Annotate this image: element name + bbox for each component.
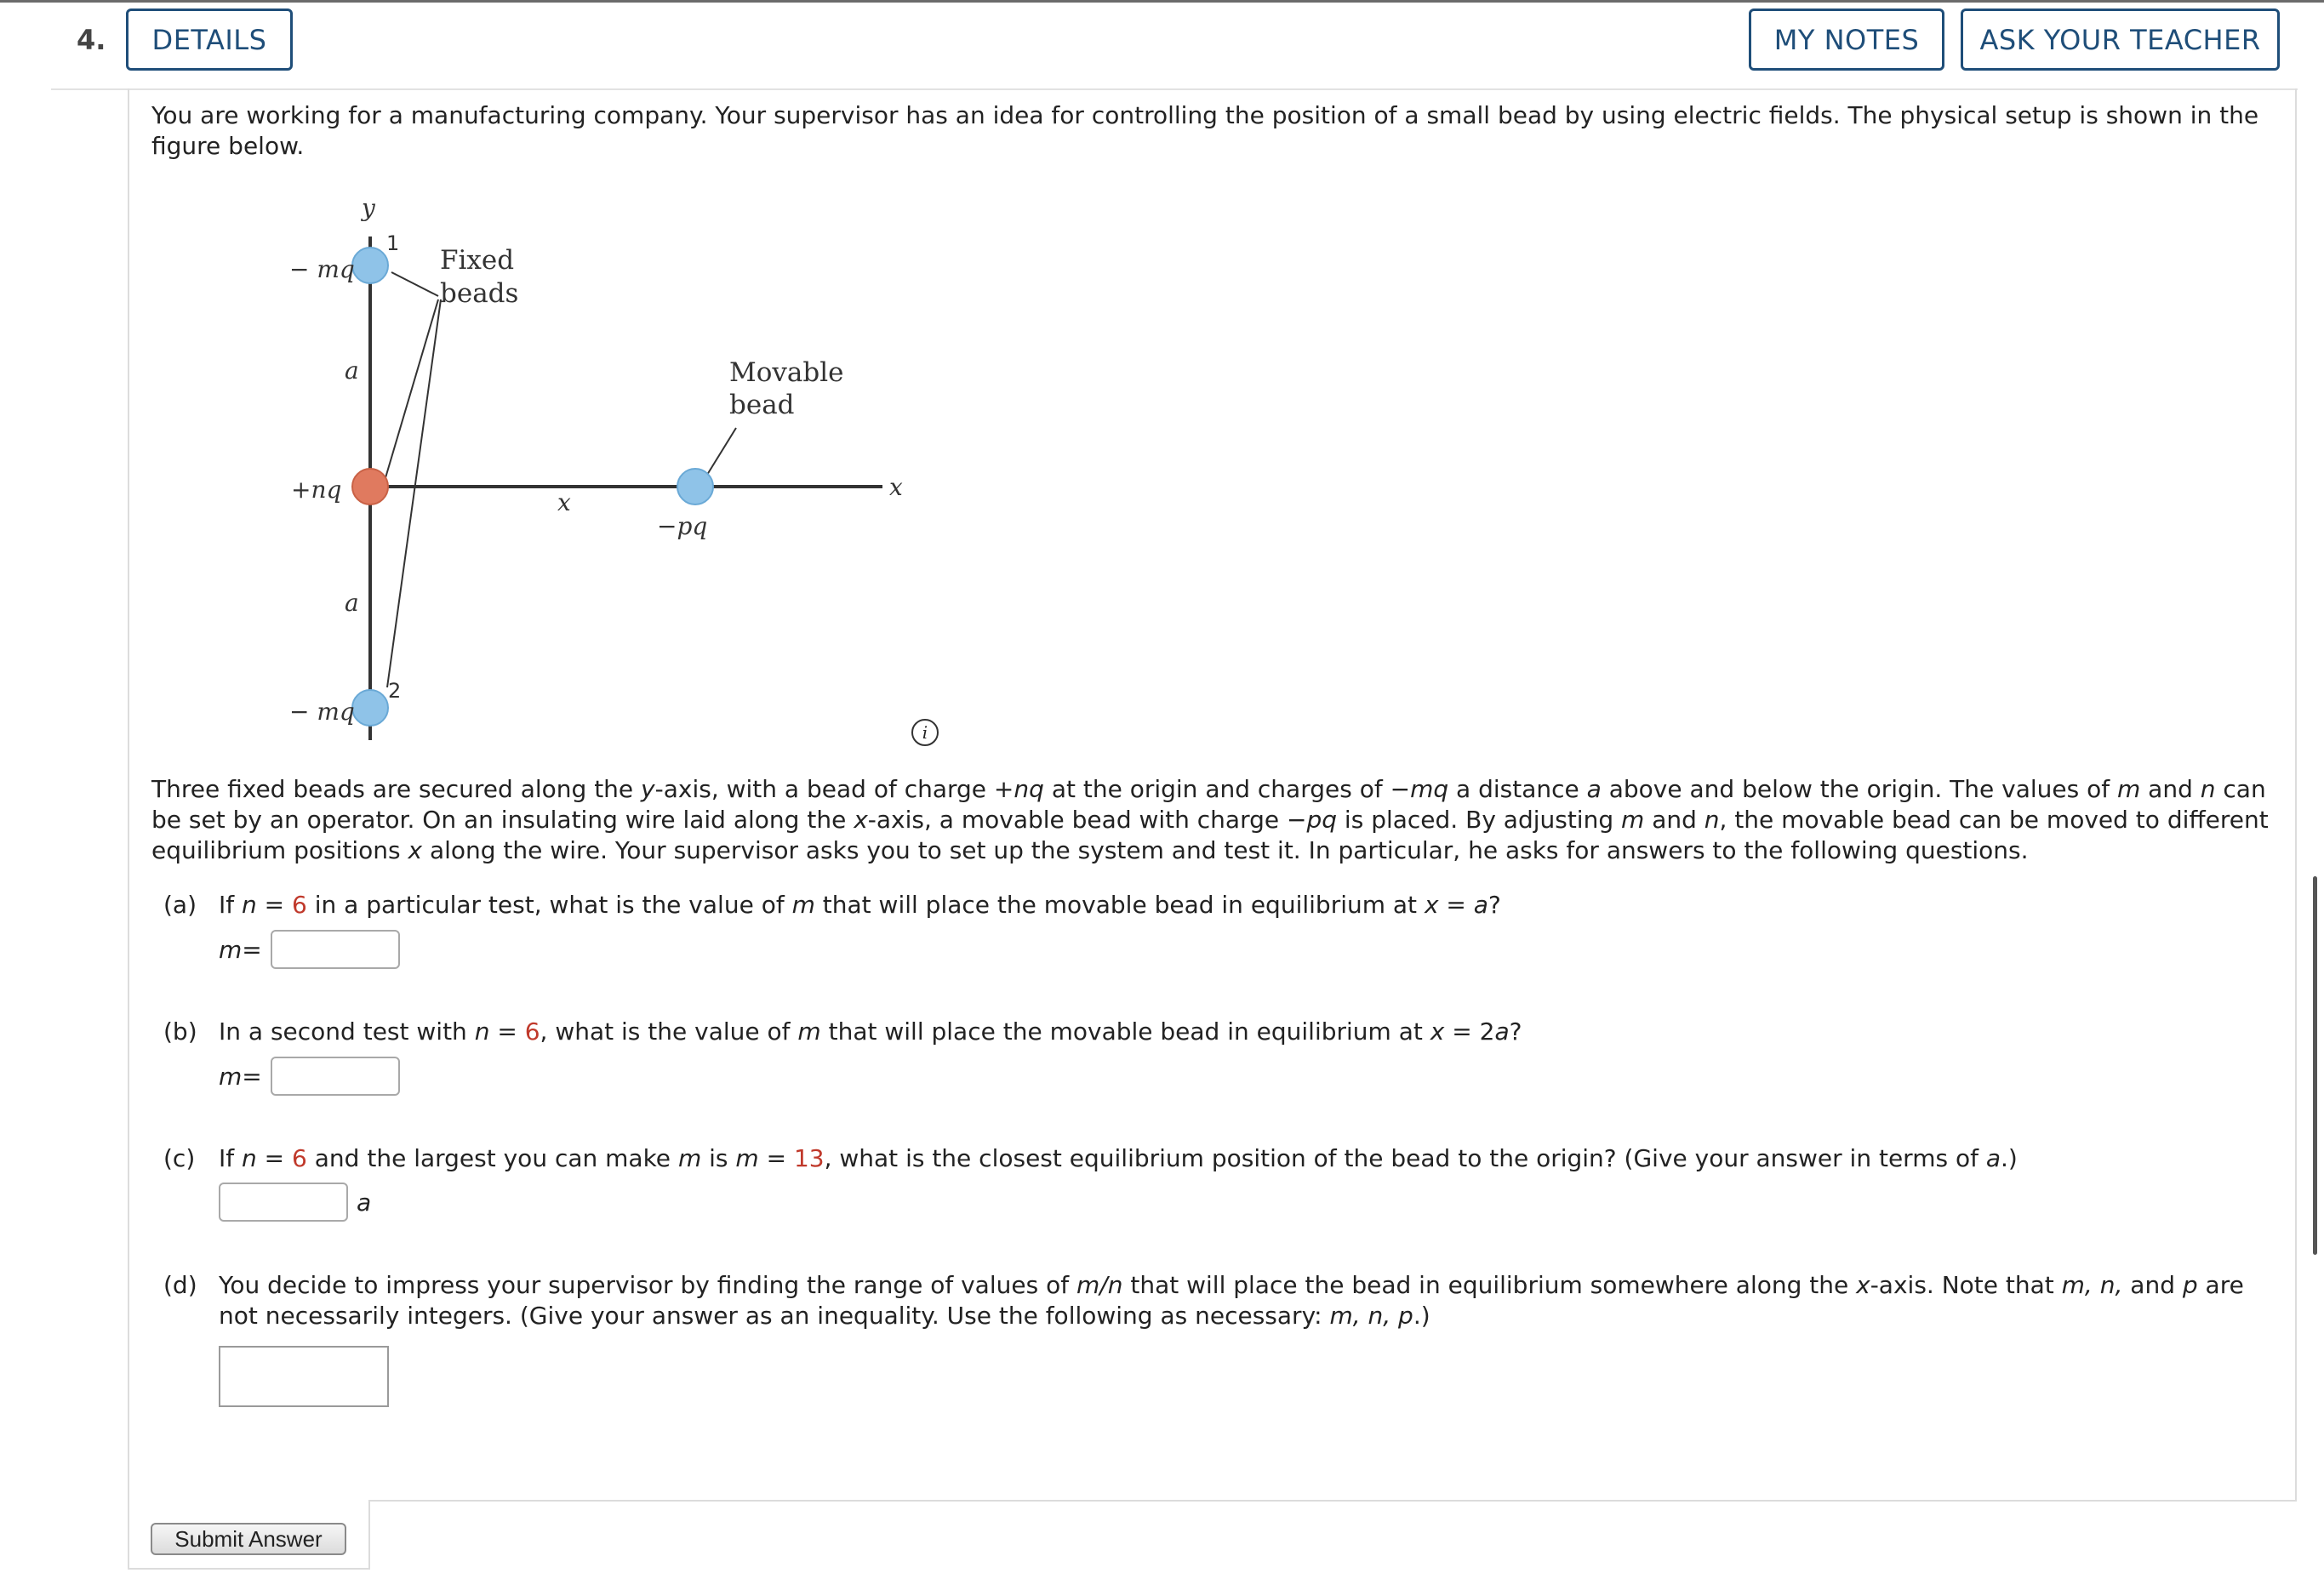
fixed-leader-1 bbox=[391, 272, 438, 296]
y-axis-label: y bbox=[362, 194, 375, 222]
submit-answer-button[interactable]: Submit Answer bbox=[151, 1523, 346, 1555]
part-b-question: In a second test with n = 6, what is the value of m that will place the movable bead in equilibrium at x = 2a? bbox=[219, 1017, 1522, 1046]
part-c-label: (c) bbox=[163, 1144, 196, 1172]
header-divider bbox=[51, 88, 2298, 90]
panel-border-bottom bbox=[368, 1500, 2297, 1502]
part-a-answer-input[interactable] bbox=[271, 930, 400, 969]
spacing-top-label: a bbox=[345, 356, 359, 385]
details-button[interactable]: DETAILS bbox=[126, 9, 293, 71]
part-a-label: (a) bbox=[163, 891, 197, 919]
bead-2-label: 2 bbox=[388, 679, 402, 703]
top-rule bbox=[0, 0, 2324, 3]
bead-movable bbox=[677, 469, 713, 504]
charge-bottom-label: − mq bbox=[289, 698, 355, 726]
description-text: Three fixed beads are secured along the y-axis, with a bead of charge +nq at the origin and charges of −mq a distance a above and below the origin. The values of m and n can be set by an operator. On an insulating wire laid along the x-axis, a movable bead with charge −pq is placed. By adjusting m and n, the movable bead can be moved to different equilibrium positions x along the wire. Your supervisor asks you to set up the system and test it. In particular, he asks for answers to the following questions. bbox=[151, 775, 2269, 864]
part-c-answer-row bbox=[219, 1183, 371, 1222]
x-distance-label: x bbox=[557, 488, 571, 516]
charge-movable-label: −pq bbox=[657, 512, 708, 540]
part-c-question: If n = 6 and the largest you can make m is m = 13, what is the closest equilibrium position of the bead to the origin? (Give your answer in terms of a.) bbox=[219, 1144, 2018, 1172]
fixed-beads-label-2: beads bbox=[440, 278, 519, 309]
part-a-answer-label: m bbox=[219, 935, 243, 964]
part-a-answer-row: m = bbox=[219, 930, 400, 969]
movable-bead-label-1: Movable bbox=[729, 357, 844, 388]
part-b-label: (b) bbox=[163, 1017, 197, 1046]
movable-leader bbox=[707, 428, 736, 475]
part-c-unit: a bbox=[357, 1188, 372, 1217]
part-c-answer-input[interactable] bbox=[219, 1183, 348, 1222]
info-icon[interactable]: i bbox=[911, 719, 939, 746]
spacing-bottom-label: a bbox=[345, 589, 359, 617]
part-b-answer-row: m = bbox=[219, 1057, 400, 1096]
part-d-question: You decide to impress your supervisor by finding the range of values of m/n that will place the bead in equilibrium somewhere along the x-axis. Note that m, n, and p are not necessarily integers. (Give your answer as an inequality. Use the following as necessary: m, n, p.) bbox=[219, 1271, 2244, 1330]
part-b-answer-input[interactable] bbox=[271, 1057, 400, 1096]
bead-1-label: 1 bbox=[386, 231, 400, 255]
part-d-label: (d) bbox=[163, 1271, 197, 1299]
panel-border-foot bbox=[128, 1568, 370, 1570]
charge-origin-label: +nq bbox=[291, 476, 342, 504]
panel-border-right bbox=[2295, 88, 2297, 1501]
panel-border-notch bbox=[368, 1500, 370, 1570]
ask-your-teacher-button[interactable]: ASK YOUR TEACHER bbox=[1961, 9, 2280, 71]
fixed-leader-3 bbox=[387, 299, 441, 687]
charge-top-label: − mq bbox=[289, 255, 355, 283]
fixed-leader-2 bbox=[385, 299, 438, 481]
x-axis-label: x bbox=[889, 473, 903, 501]
part-a-question: If n = 6 in a particular test, what is the value of m that will place the movable bead in equilibrium at x = a? bbox=[219, 891, 1501, 919]
bead-origin-positive bbox=[352, 469, 388, 504]
my-notes-button[interactable]: MY NOTES bbox=[1749, 9, 1944, 71]
scrollbar-thumb[interactable] bbox=[2313, 876, 2317, 1255]
fixed-beads-label-1: Fixed bbox=[440, 245, 515, 276]
part-b-answer-label: m bbox=[219, 1062, 243, 1091]
bead-bottom-negative bbox=[352, 690, 388, 726]
movable-bead-label-2: bead bbox=[729, 390, 795, 420]
question-number: 4. bbox=[77, 24, 106, 56]
panel-border-left bbox=[128, 88, 129, 1569]
bead-top-negative bbox=[352, 248, 388, 283]
bead-figure bbox=[255, 187, 1004, 749]
intro-text: You are working for a manufacturing company. Your supervisor has an idea for controlling the position of a small bead by using electric fields. The physical setup is shown in the figure below. bbox=[151, 101, 2259, 160]
part-d-answer-input[interactable] bbox=[219, 1346, 389, 1407]
